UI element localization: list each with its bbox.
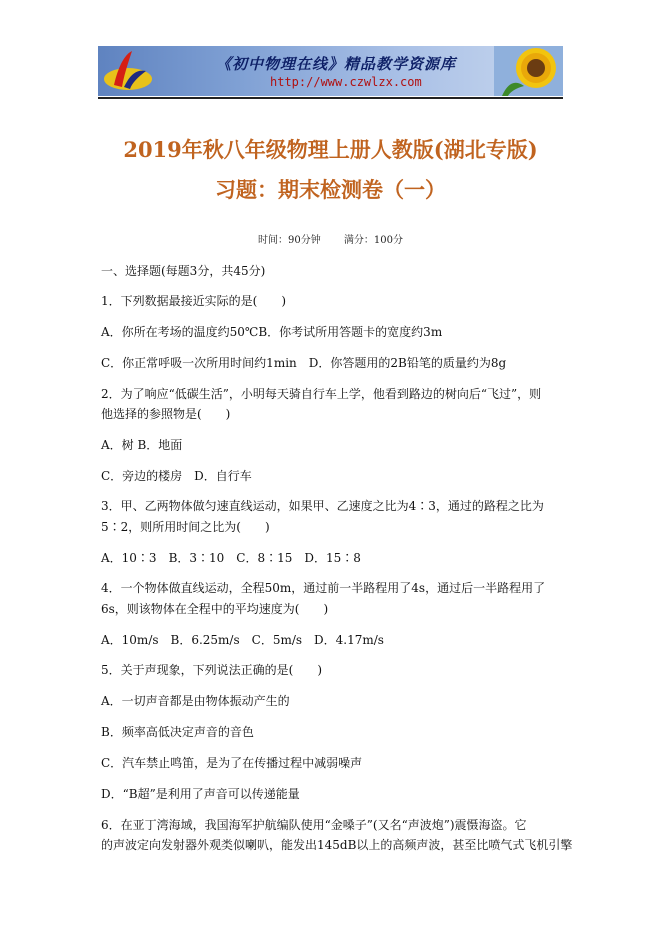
- question-1-options-cd: C．你正常呼吸一次所用时间约1min D．你答题用的2B铅笔的质量约为8g: [101, 356, 507, 370]
- document-title-line-2: 习题：期末检测卷（一）: [215, 177, 446, 202]
- question-5-option-c: C．汽车禁止鸣笛，是为了在传播过程中减弱噪声: [101, 756, 363, 770]
- banner-url-link[interactable]: http://www.czwlzx.com: [270, 75, 422, 89]
- question-1: 1．下列数据最接近实际的是( ): [101, 294, 286, 308]
- exam-time: 时间：90分钟: [257, 235, 321, 246]
- question-2-options-ab: A．树 B．地面: [101, 438, 183, 452]
- banner-divider: [98, 97, 563, 99]
- question-6-cont: 的声波定向发射器外观类似喇叭，能发出145dB以上的高频声波，甚至比喷气式飞机引擎: [101, 838, 573, 852]
- question-4: 4．一个物体做直线运动，全程50m，通过前一半路程用了4s，通过后一半路程用了: [101, 581, 546, 595]
- question-5-option-d: D．“B超”是利用了声音可以传递能量: [101, 787, 300, 801]
- question-4-options: A．10m/s B．6.25m/s C．5m/s D．4.17m/s: [101, 633, 384, 647]
- site-logo-icon: [102, 49, 154, 93]
- sunflower-icon: [494, 46, 563, 96]
- question-3: 3．甲、乙两物体做匀速直线运动，如果甲、乙速度之比为4∶3，通过的路程之比为: [101, 499, 544, 513]
- question-3-cont: 5∶2，则所用时间之比为( ): [101, 520, 270, 534]
- question-5: 5．关于声现象，下列说法正确的是( ): [101, 663, 322, 677]
- site-banner: [98, 46, 563, 96]
- document-title-line-1: 2019年秋八年级物理上册人教版(湖北专版): [123, 137, 538, 162]
- question-2-cont: 他选择的参照物是( ): [101, 407, 231, 421]
- question-4-cont: 6s，则该物体在全程中的平均速度为( ): [101, 602, 329, 616]
- question-5-option-b: B．频率高低决定声音的音色: [101, 725, 254, 739]
- question-6: 6．在亚丁湾海域，我国海军护航编队使用“金嗓子”(又名“声波炮”)震慑海盗。它: [101, 818, 527, 832]
- question-5-option-a: A．一切声音都是由物体振动产生的: [101, 694, 290, 708]
- question-2-options-cd: C．旁边的楼房 D．自行车: [101, 469, 252, 483]
- question-3-options: A．10∶3 B．3∶10 C．8∶15 D．15∶8: [101, 551, 361, 565]
- exam-full-score: 满分：100分: [343, 235, 403, 246]
- banner-title: 《初中物理在线》精品教学资源库: [216, 55, 457, 73]
- question-2: 2．为了响应“低碳生活”，小明每天骑自行车上学，他看到路边的树向后“飞过”，则: [101, 387, 542, 401]
- exam-meta: [0, 231, 661, 246]
- question-1-options-ab: A．你所在考场的温度约50℃B．你考试所用答题卡的宽度约3m: [101, 325, 443, 339]
- section-heading: 一、选择题(每题3分，共45分): [101, 264, 266, 278]
